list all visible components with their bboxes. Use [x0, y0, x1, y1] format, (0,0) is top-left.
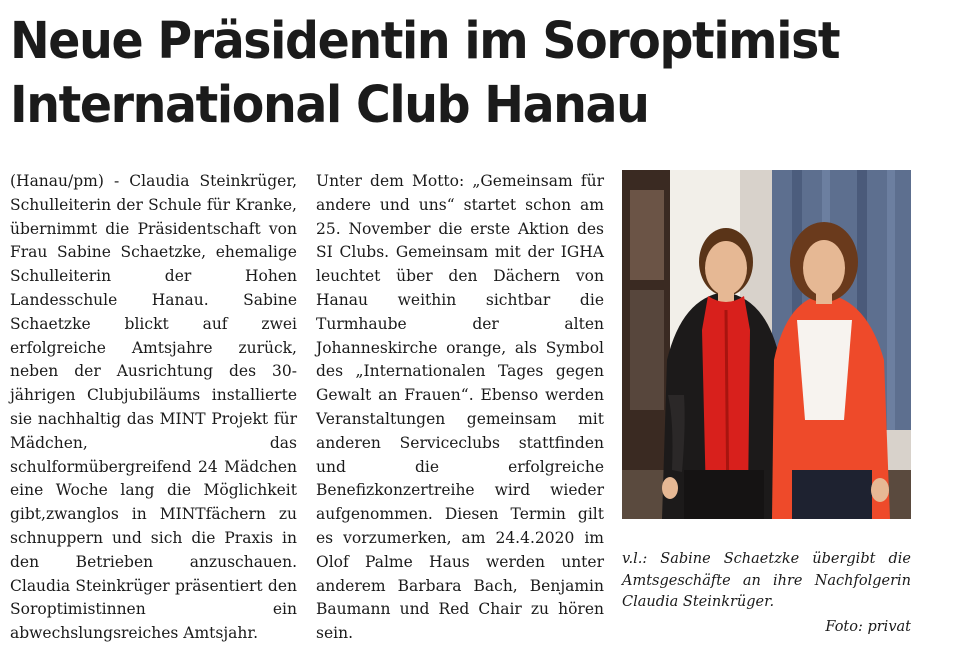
photo-caption	[622, 549, 911, 614]
column-1-paragraph: (Hanau/pm) - Claudia Steinkrüger, Schulleiterin der Schule für Kranke, übernimmt die Präsidentschaft von Frau Sabine Schaetzke, ehemalige Schulleiterin der Hohen Landesschule Hanau. Sabine Schaetzke blickt auf zwei erfolgreiche Amtsjahre zurück, neben der Ausrichtung des 30-jährigen Clubjubiläums installierte sie nachhaltig das MINT Projekt für Mädchen, das schulformübergreifend 24 Mädchen eine Woche lang die Möglichkeit gibt,zwanglos in MINTfächern zu schnuppern und sich die Praxis in den Betrieben anzuschauen. Claudia Steinkrüger präsentiert den Soroptimistinnen ein abwechslungsreiches Amtsjahr.	[10, 172, 297, 643]
photo-two-women-icon	[622, 170, 911, 519]
article-column-2	[316, 170, 604, 646]
headline-line-2: International Club Hanau	[10, 76, 649, 135]
photo-caption-text: v.l.: Sabine Schaetzke übergibt die Amtsgeschäfte an ihre Nachfolgerin Claudia Steinkrüger.	[622, 551, 911, 610]
column-2-paragraph: Unter dem Motto: „Gemeinsam für andere und uns“ startet schon am 25. November die erste Aktion des SI Clubs. Gemeinsam mit der IGHA leuchtet über den Dächern von Hanau weithin sichtbar die Turmhaube der alten Johanneskirche orange, als Symbol des „Internationalen Tages gegen Gewalt an Frauen“. Ebenso werden Veranstaltungen gemeinsam mit anderen Serviceclubs stattfinden und die erfolgreiche Benefizkonzertreihe wird wieder aufgenommen. Diesen Termin gilt es vorzumerken, am 24.4.2020 im Olof Palme Haus werden unter anderem Barbara Bach, Benjamin Baumann und Red Chair zu hören sein.	[316, 172, 604, 643]
article-column-1	[10, 170, 297, 646]
headline-line-1: Neue Präsidentin im Soroptimist	[10, 12, 840, 71]
photo-credit: Foto: privat	[825, 619, 911, 635]
article-headline	[10, 10, 884, 138]
article-photo	[622, 170, 911, 519]
